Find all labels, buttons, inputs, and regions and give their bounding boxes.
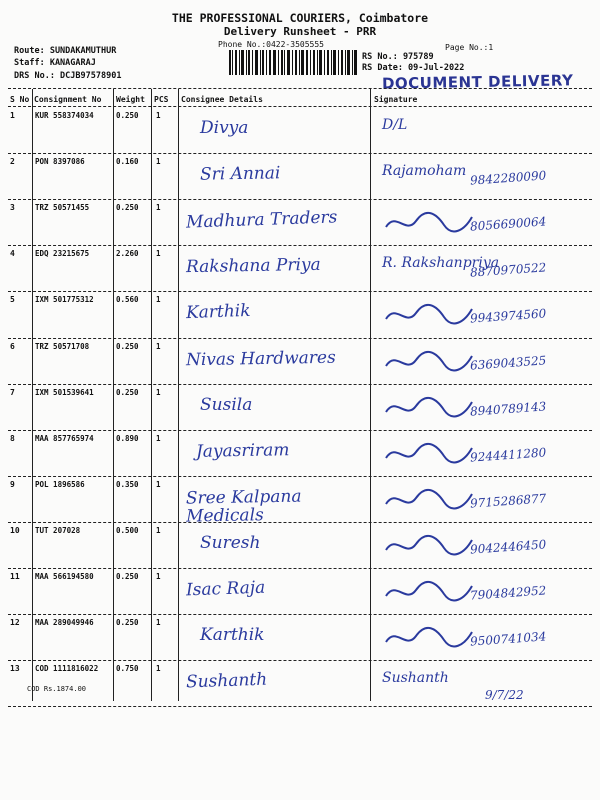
row-consignment-no: IXM 501539641 xyxy=(35,387,94,397)
row-sno: 9 xyxy=(10,479,15,489)
row-phone: 8940789143 xyxy=(469,398,547,419)
row-weight: 0.750 xyxy=(116,664,139,674)
col-weight-header: Weight xyxy=(116,95,145,104)
row-sno: 12 xyxy=(10,618,20,628)
row-sno: 1 xyxy=(10,111,15,120)
row-consignment-no: PON 8397086 xyxy=(35,157,85,167)
row-signature-scribble xyxy=(384,440,474,472)
row-phone: 9842280090 xyxy=(469,168,547,188)
page-number: Page No.:1 xyxy=(445,43,494,52)
row-sno: 4 xyxy=(10,249,15,259)
row-sno: 2 xyxy=(10,157,15,167)
row-consignee-name: Sree Kalpana Medicals xyxy=(185,486,302,527)
row-divider xyxy=(8,245,592,246)
cod-amount: COD Rs.1874.00 xyxy=(27,685,87,693)
row-consignee-name: Sushanth xyxy=(185,669,268,693)
row-signature: D/L xyxy=(382,117,408,133)
signed-date: 9/7/22 xyxy=(485,688,524,702)
row-phone: 9244411280 xyxy=(469,445,547,465)
row-pcs: 1 xyxy=(156,157,161,167)
col-consignment-header: Consignment No xyxy=(34,95,102,104)
row-consignee-name: Sri Annai xyxy=(199,163,281,185)
row-consignee-name: Susila xyxy=(200,394,253,415)
row-weight: 0.160 xyxy=(116,157,139,167)
staff-label: Staff: KANAGARAJ xyxy=(14,58,96,68)
row-divider xyxy=(8,568,592,569)
row-signature-scribble xyxy=(384,348,474,380)
row-divider xyxy=(8,291,592,292)
col-sno-header: S No xyxy=(10,95,30,104)
row-weight: 0.500 xyxy=(116,525,139,535)
row-signature: Sushanth xyxy=(382,670,449,687)
col-consignee-header: Consignee Details xyxy=(181,95,263,104)
row-divider xyxy=(8,384,592,385)
col-divider xyxy=(113,89,114,701)
row-pcs: 1 xyxy=(156,341,161,351)
row-consignment-no: MAA 566194580 xyxy=(35,572,94,581)
col-divider xyxy=(178,89,179,701)
row-consignee-name: Jayasriram xyxy=(195,439,290,462)
row-consignee-name: Karthik xyxy=(200,625,265,646)
col-signature-header: Signature xyxy=(374,95,418,104)
row-sno: 7 xyxy=(10,387,15,397)
document-delivery-stamp: DOCUMENT DELIVERY xyxy=(381,71,574,93)
table-top-divider xyxy=(8,88,592,89)
row-weight: 0.250 xyxy=(116,111,139,120)
barcode xyxy=(229,50,357,75)
rs-date: RS Date: 09-Jul-2022 xyxy=(362,63,465,73)
col-pcs-header: PCS xyxy=(154,95,169,104)
row-divider xyxy=(8,338,592,339)
route-label: Route: SUNDAKAMUTHUR xyxy=(14,46,117,56)
row-divider xyxy=(8,430,592,431)
row-divider xyxy=(8,660,592,661)
row-signature-scribble xyxy=(384,486,474,518)
row-sno: 13 xyxy=(10,664,20,674)
row-signature: R. Rakshanpriya xyxy=(382,255,500,272)
row-pcs: 1 xyxy=(156,664,161,674)
col-divider xyxy=(32,89,33,701)
row-pcs: 1 xyxy=(156,433,161,443)
row-sno: 10 xyxy=(10,525,20,535)
row-divider xyxy=(8,476,592,477)
row-pcs: 1 xyxy=(156,525,161,535)
row-phone: 8056690064 xyxy=(469,214,547,234)
row-weight: 0.560 xyxy=(116,295,139,305)
row-signature-scribble xyxy=(384,532,474,564)
row-signature-scribble xyxy=(384,624,474,656)
row-pcs: 1 xyxy=(156,479,161,489)
row-phone: 9042446450 xyxy=(469,537,547,557)
row-weight: 0.890 xyxy=(116,433,139,443)
row-pcs: 1 xyxy=(156,572,161,581)
row-consignee-name: Madhura Traders xyxy=(185,207,338,233)
row-consignment-no: EDQ 23215675 xyxy=(35,249,90,259)
row-sno: 6 xyxy=(10,341,15,351)
row-sno: 5 xyxy=(10,295,15,305)
row-pcs: 1 xyxy=(156,203,161,213)
row-divider xyxy=(8,614,592,615)
row-phone: 9943974560 xyxy=(469,306,547,327)
row-phone: 9500741034 xyxy=(469,629,547,649)
row-signature-scribble xyxy=(384,394,474,426)
row-consignee-name: Isac Raja xyxy=(185,577,266,601)
row-weight: 0.250 xyxy=(116,572,139,581)
row-sno: 8 xyxy=(10,433,15,443)
row-pcs: 1 xyxy=(156,111,161,120)
row-weight: 0.250 xyxy=(116,203,139,213)
row-weight: 0.250 xyxy=(116,618,139,628)
row-consignee-name: Suresh xyxy=(200,532,261,553)
row-signature-scribble xyxy=(384,301,474,333)
row-weight: 0.250 xyxy=(116,341,139,351)
row-weight: 0.250 xyxy=(116,387,139,397)
row-pcs: 1 xyxy=(156,295,161,305)
row-consignment-no: TUT 207028 xyxy=(35,525,81,535)
row-phone: 9715286877 xyxy=(469,491,547,511)
row-pcs: 1 xyxy=(156,618,161,628)
company-title: THE PROFESSIONAL COURIERS, Coimbatore xyxy=(171,11,429,25)
row-pcs: 1 xyxy=(156,249,161,259)
row-consignee-name: Nivas Hardwares xyxy=(185,347,336,370)
row-divider xyxy=(8,199,592,200)
row-phone: 7904842952 xyxy=(469,583,547,603)
row-phone: 6369043525 xyxy=(469,352,547,373)
row-consignment-no: KUR 558374034 xyxy=(35,111,94,120)
row-consignee-name: Rakshana Priya xyxy=(185,255,321,278)
row-consignment-no: TRZ 50571455 xyxy=(35,203,90,213)
row-consignment-no: COD 1111816022 xyxy=(35,664,99,674)
row-divider xyxy=(8,153,592,154)
row-signature-scribble xyxy=(384,209,474,241)
row-divider xyxy=(8,522,592,523)
row-divider xyxy=(8,706,592,707)
row-consignment-no: POL 1896586 xyxy=(35,479,85,489)
col-divider xyxy=(151,89,152,701)
runsheet-title: Delivery Runsheet - PRR xyxy=(223,25,377,38)
drs-number: DRS No.: DCJB97578901 xyxy=(14,71,122,81)
row-pcs: 1 xyxy=(156,387,161,397)
row-consignment-no: MAA 289049946 xyxy=(35,618,94,628)
header-bottom-divider xyxy=(8,106,592,107)
row-consignee-name: Karthik xyxy=(185,301,251,324)
row-consignment-no: IXM 501775312 xyxy=(35,295,94,305)
row-consignment-no: TRZ 50571708 xyxy=(35,341,90,351)
row-consignment-no: MAA 857765974 xyxy=(35,433,94,443)
row-sno: 11 xyxy=(10,572,20,581)
row-signature: Rajamoham xyxy=(382,163,467,180)
rs-number: RS No.: 975789 xyxy=(362,52,434,62)
row-weight: 0.350 xyxy=(116,479,139,489)
row-weight: 2.260 xyxy=(116,249,139,259)
row-sno: 3 xyxy=(10,203,15,213)
row-consignee-name: Divya xyxy=(200,118,249,138)
row-phone: 8870970522 xyxy=(469,260,547,280)
row-signature-scribble xyxy=(384,578,474,610)
phone-number: Phone No.:0422-3505555 xyxy=(218,40,324,49)
col-divider xyxy=(370,89,371,701)
